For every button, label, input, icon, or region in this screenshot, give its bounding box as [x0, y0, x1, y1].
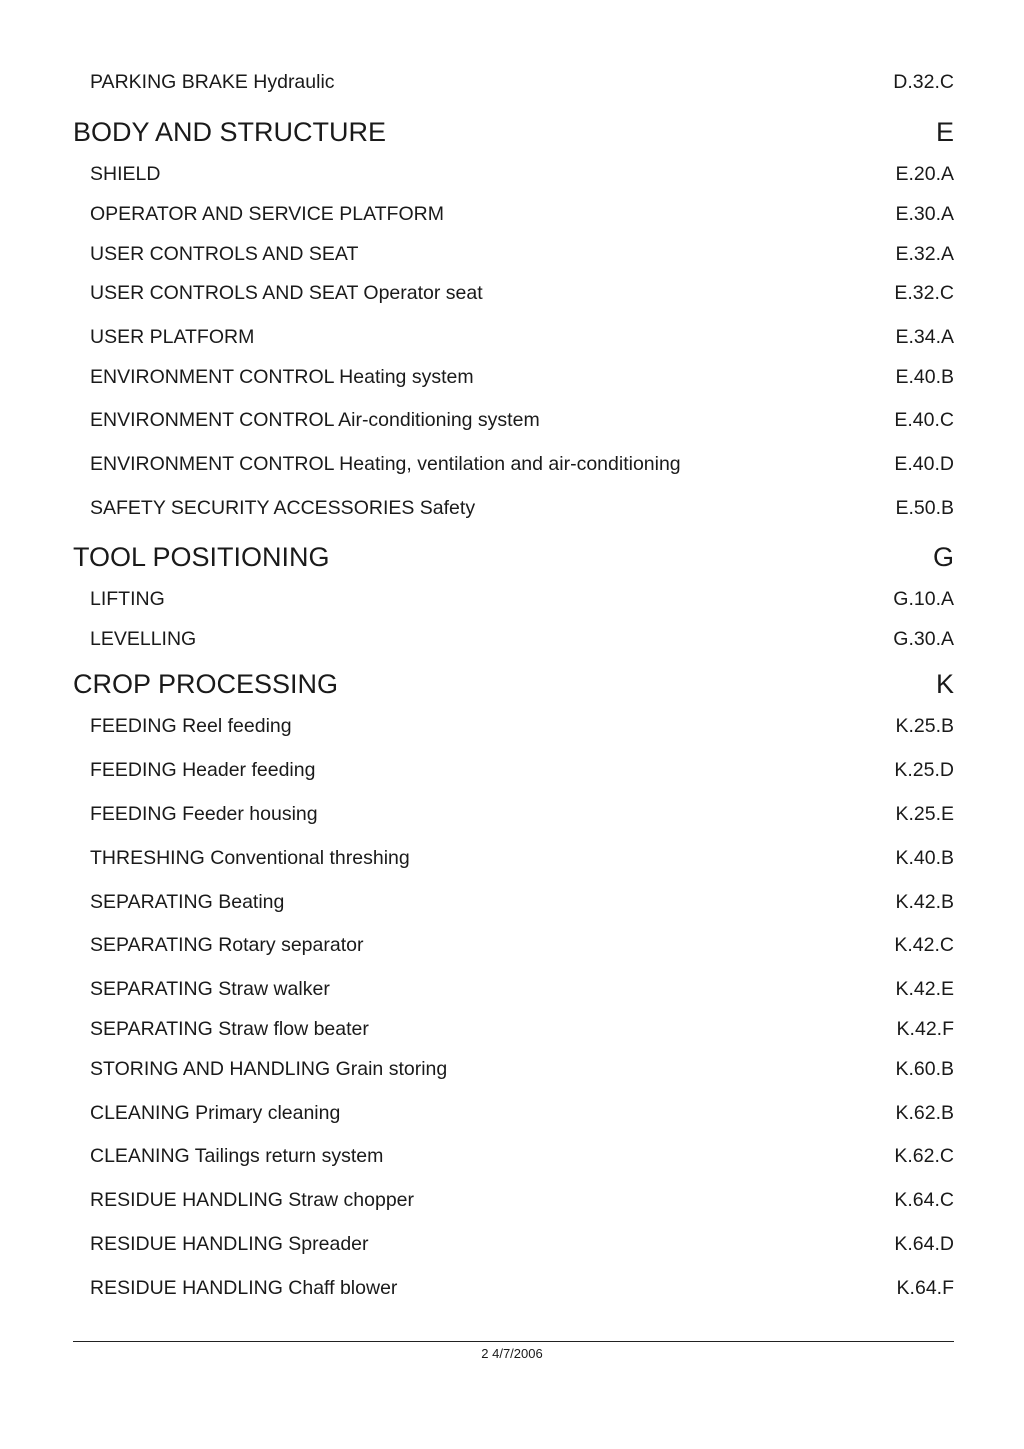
toc-entry-label: FEEDING Reel feeding — [90, 715, 292, 737]
toc-entry — [90, 1143, 954, 1169]
toc-section-heading — [73, 540, 954, 574]
toc-entry-code: K.42.B — [895, 891, 954, 913]
toc-entry-label: ENVIRONMENT CONTROL Heating, ventilation and air-conditioning — [90, 453, 681, 475]
section-letter: G — [932, 542, 954, 572]
toc-entry — [90, 626, 954, 652]
section-title: TOOL POSITIONING — [73, 542, 330, 572]
toc-entry-code: K.62.B — [895, 1102, 954, 1124]
toc-entry-code: E.40.B — [895, 366, 954, 388]
toc-entry-code: K.64.D — [894, 1233, 954, 1255]
toc-entry-code: K.64.C — [894, 1189, 954, 1211]
toc-entry — [90, 757, 954, 783]
toc-entry-code: E.20.A — [895, 163, 954, 185]
toc-entry-code: K.40.B — [895, 847, 954, 869]
toc-entry-label: STORING AND HANDLING Grain storing — [90, 1058, 448, 1080]
toc-entry-code: E.40.D — [894, 453, 954, 475]
toc-entry-label: SEPARATING Beating — [90, 891, 285, 913]
toc-entry-label: CLEANING Tailings return system — [90, 1145, 384, 1167]
toc-entry — [90, 201, 954, 227]
toc-entry-code: D.32.C — [893, 71, 954, 93]
toc-entry-label: SHIELD — [90, 163, 161, 185]
toc-entry — [90, 1100, 954, 1126]
toc-entry-code: E.32.C — [894, 282, 954, 304]
toc-entry-code: K.25.E — [895, 803, 954, 825]
section-title: BODY AND STRUCTURE — [73, 117, 387, 147]
toc-entry-label: USER PLATFORM — [90, 326, 255, 348]
section-letter: E — [935, 117, 954, 147]
toc-entry-code: K.25.B — [895, 715, 954, 737]
toc-entry-code: G.30.A — [893, 628, 954, 650]
toc-entry-code: E.30.A — [895, 203, 954, 225]
toc-entry-code: E.32.A — [895, 243, 954, 265]
toc-entry-code: K.60.B — [895, 1058, 954, 1080]
toc-entry — [90, 451, 954, 477]
toc-entry — [90, 586, 954, 612]
toc-entry — [90, 713, 954, 739]
toc-entry-code: K.42.F — [896, 1018, 954, 1040]
toc-entry — [90, 241, 954, 267]
toc-entry-code: K.42.E — [895, 978, 954, 1000]
toc-entry-label: LEVELLING — [90, 628, 197, 650]
toc-entry-code: G.10.A — [893, 588, 954, 610]
toc-entry-label: RESIDUE HANDLING Chaff blower — [90, 1277, 398, 1299]
toc-entry — [90, 161, 954, 187]
section-letter: K — [935, 669, 954, 699]
toc-entry — [90, 889, 954, 915]
toc-entry-code: K.25.D — [894, 759, 954, 781]
toc-entry-label: USER CONTROLS AND SEAT — [90, 243, 359, 265]
toc-entry-code: K.64.F — [896, 1277, 954, 1299]
section-title: CROP PROCESSING — [73, 669, 339, 699]
toc-entry — [90, 1275, 954, 1301]
toc-entry-label: THRESHING Conventional threshing — [90, 847, 410, 869]
toc-entry-label: SEPARATING Straw flow beater — [90, 1018, 369, 1040]
toc-entry-label: FEEDING Header feeding — [90, 759, 316, 781]
toc-entry — [90, 1056, 954, 1082]
footer-divider — [73, 1341, 954, 1342]
toc-entry-code: E.34.A — [895, 326, 954, 348]
toc-section-heading — [73, 667, 954, 701]
toc-entry — [90, 407, 954, 433]
toc-entry-code: K.62.C — [894, 1145, 954, 1167]
toc-entry — [90, 69, 954, 95]
toc-entry — [90, 324, 954, 350]
toc-entry-code: E.50.B — [895, 497, 954, 519]
toc-entry-code: K.42.C — [894, 934, 954, 956]
toc-entry-label: SEPARATING Rotary separator — [90, 934, 364, 956]
toc-section-heading — [73, 115, 954, 149]
toc-entry — [90, 976, 954, 1002]
toc-entry — [90, 364, 954, 390]
toc-entry — [90, 932, 954, 958]
toc-entry-code: E.40.C — [894, 409, 954, 431]
toc-entry-label: RESIDUE HANDLING Straw chopper — [90, 1189, 415, 1211]
toc-entry-label: LIFTING — [90, 588, 165, 610]
toc-entry — [90, 845, 954, 871]
toc-entry — [90, 801, 954, 827]
toc-entry-label: USER CONTROLS AND SEAT Operator seat — [90, 282, 483, 304]
toc-entry — [90, 1016, 954, 1042]
toc-entry-label: OPERATOR AND SERVICE PLATFORM — [90, 203, 444, 225]
toc-entry-label: SEPARATING Straw walker — [90, 978, 330, 1000]
toc-entry-label: RESIDUE HANDLING Spreader — [90, 1233, 369, 1255]
toc-entry-label: ENVIRONMENT CONTROL Heating system — [90, 366, 474, 388]
toc-entry-label: PARKING BRAKE Hydraulic — [90, 71, 335, 93]
page-footer: 2 4/7/2006 — [481, 1346, 543, 1361]
toc-entry-label: SAFETY SECURITY ACCESSORIES Safety — [90, 497, 476, 519]
toc-entry-label: FEEDING Feeder housing — [90, 803, 318, 825]
toc-entry — [90, 495, 954, 521]
toc-entry — [90, 280, 954, 306]
toc-entry-label: CLEANING Primary cleaning — [90, 1102, 341, 1124]
toc-entry-label: ENVIRONMENT CONTROL Air-conditioning system — [90, 409, 540, 431]
toc-entry — [90, 1187, 954, 1213]
toc-entry — [90, 1231, 954, 1257]
